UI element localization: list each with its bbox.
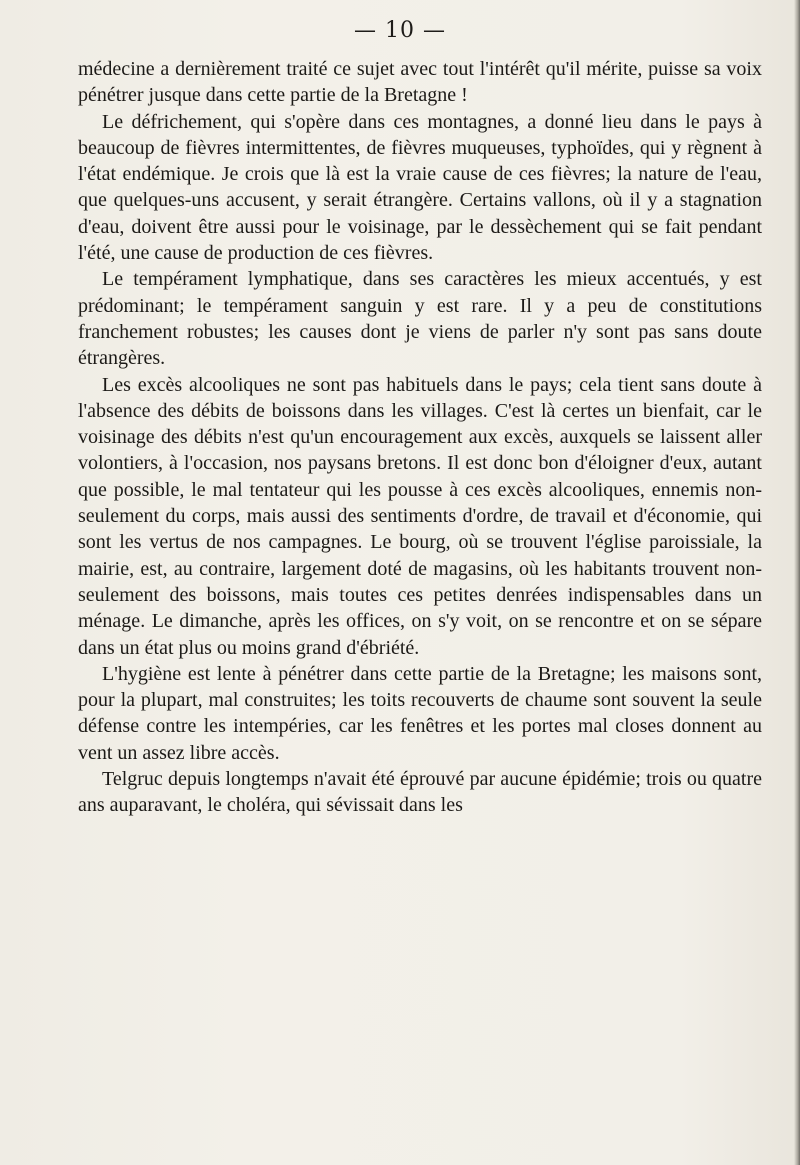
paragraph: médecine a dernièrement traité ce sujet avec tout l'intérêt qu'il mérite, puisse sa voix pénétrer jusque dans cette partie de la Bretagne ! — [78, 58, 762, 107]
page-edge-shadow — [794, 0, 800, 1165]
page-number: — 10 — — [354, 18, 446, 43]
paragraph: Telgruc depuis longtemps n'avait été éprouvé par aucune épidémie; trois ou quatre ans auparavant, le choléra, qui sévissait dans les — [78, 768, 762, 817]
paragraph: L'hygiène est lente à pénétrer dans cette partie de la Bretagne; les maisons sont, pour la plupart, mal construites; les toits recouverts de chaume sont souvent la seule défense contre les intempéries, car les fenêtres et les portes mal closes donnent au vent un assez libre accès. — [78, 662, 762, 764]
paragraph: Le tempérament lymphatique, dans ses caractères les mieux accentués, y est prédominant; le tempérament sanguin y est rare. Il y a peu de constitutions franchement robustes; les causes dont je viens de parler n'y sont pas sans doute étrangères. — [78, 268, 762, 370]
body-text — [78, 56, 762, 819]
paragraph: Le défrichement, qui s'opère dans ces montagnes, a donné lieu dans le pays à beaucoup de fièvres intermittentes, de fièvres muqueuses, typhoïdes, qui y règnent à l'état endémique. Je crois que là est la vraie cause de ces fièvres; la nature de l'eau, que quelques-uns accusent, y serait étrangère. Certains vallons, où il y a stagnation d'eau, doivent être aussi pour le voisinage, par le dessèchement qui se fait pendant l'été, une cause de production de ces fièvres. — [78, 110, 762, 265]
paragraph: Les excès alcooliques ne sont pas habituels dans le pays; cela tient sans doute à l'absence des débits de boissons dans les villages. C'est là certes un bienfait, car le voisinage des débits n'est qu'un encouragement aux excès, auxquels se laissent aller volontiers, à l'occasion, nos paysans bretons. Il est donc bon d'éloigner d'eux, autant que possible, le mal tentateur qui les pousse à ces excès alcooliques, ennemis non-seulement du corps, mais aussi des sentiments d'ordre, de travail et d'économie, qui sont les vertus de nos campagnes. Le bourg, où se trouvent l'église paroissiale, la mairie, est, au contraire, largement doté de magasins, où les habitants trouvent non-seulement des boissons, mais toutes ces petites denrées indispensables dans un ménage. Le dimanche, après les offices, on s'y voit, on se rencontre et on se sépare dans un état plus ou moins grand d'ébriété. — [78, 373, 762, 659]
